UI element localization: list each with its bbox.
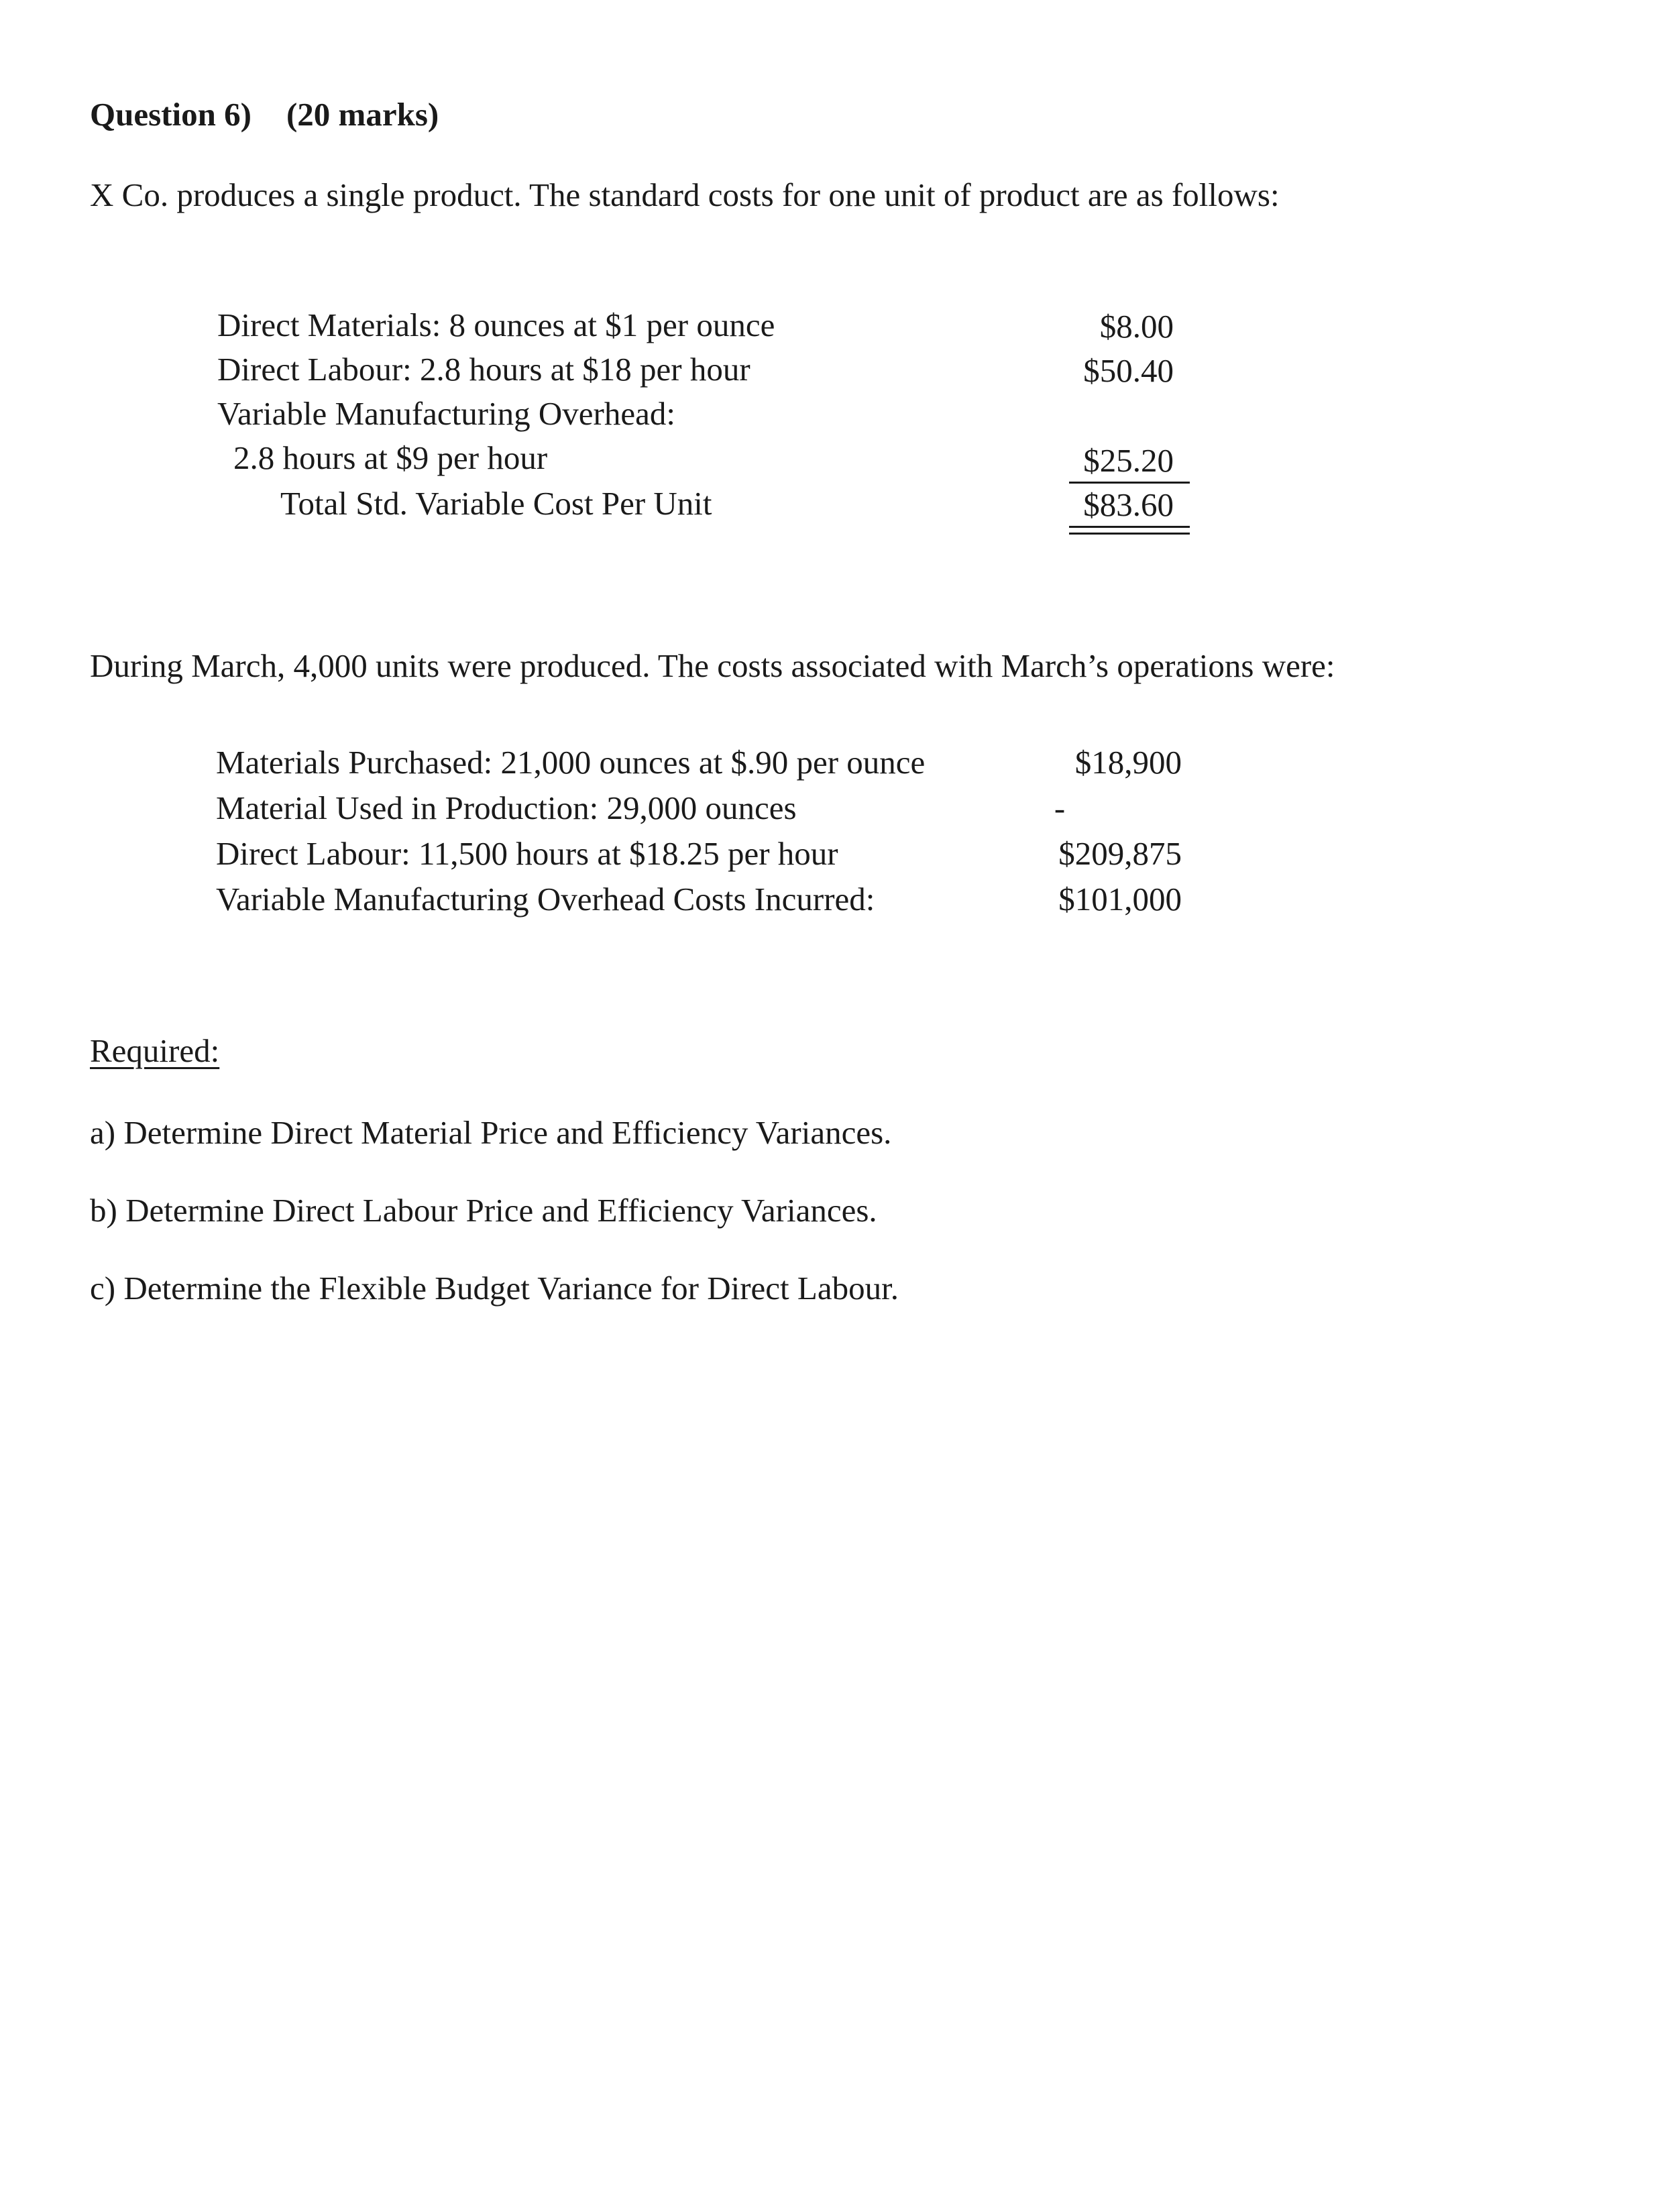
march-cost-label-overhead: Variable Manufacturing Overhead Costs Incurred:	[216, 881, 875, 918]
march-cost-label-labour: Direct Labour: 11,500 hours at $18.25 per hour	[216, 835, 838, 872]
std-cost-label-overhead-detail: 2.8 hours at $9 per hour	[233, 439, 548, 476]
std-cost-amount-overhead: $25.20	[1083, 442, 1174, 479]
std-cost-label-overhead: Variable Manufacturing Overhead:	[217, 395, 675, 432]
std-cost-total-amount: $83.60	[1083, 486, 1174, 523]
required-item-c: c) Determine the Flexible Budget Variance for Direct Labour.	[90, 1270, 899, 1307]
march-cost-label-used: Material Used in Production: 29,000 ounces	[216, 789, 797, 826]
total-double-rule-top	[1069, 526, 1190, 528]
intro-text: X Co. produces a single product. The standard costs for one unit of product are as follows:	[90, 176, 1280, 213]
march-cost-amount-overhead: $101,000	[1058, 881, 1182, 918]
std-cost-amount-materials: $8.00	[1099, 308, 1174, 345]
march-cost-label-purchased: Materials Purchased: 21,000 ounces at $.90 per ounce	[216, 744, 926, 781]
question-heading	[90, 95, 439, 133]
std-cost-label-materials: Direct Materials: 8 ounces at $1 per ounce	[217, 307, 775, 343]
march-cost-amount-labour: $209,875	[1058, 835, 1182, 872]
std-cost-label-labour: Direct Labour: 2.8 hours at $18 per hour	[217, 351, 750, 388]
required-item-a: a) Determine Direct Material Price and Efficiency Variances.	[90, 1114, 892, 1151]
std-cost-total-label: Total Std. Variable Cost Per Unit	[280, 485, 712, 522]
question-marks: (20 marks)	[286, 96, 439, 133]
required-item-b: b) Determine Direct Labour Price and Efficiency Variances.	[90, 1192, 877, 1229]
march-cost-amount-used: -	[1054, 789, 1066, 826]
march-intro-text: During March, 4,000 units were produced. The costs associated with March’s operations were:	[90, 647, 1335, 684]
question-title: Question 6)	[90, 96, 252, 133]
std-cost-amount-labour: $50.40	[1083, 352, 1174, 389]
march-cost-amount-purchased: $18,900	[1074, 744, 1182, 781]
required-heading: Required:	[90, 1032, 220, 1069]
total-double-rule-bottom	[1069, 533, 1190, 535]
